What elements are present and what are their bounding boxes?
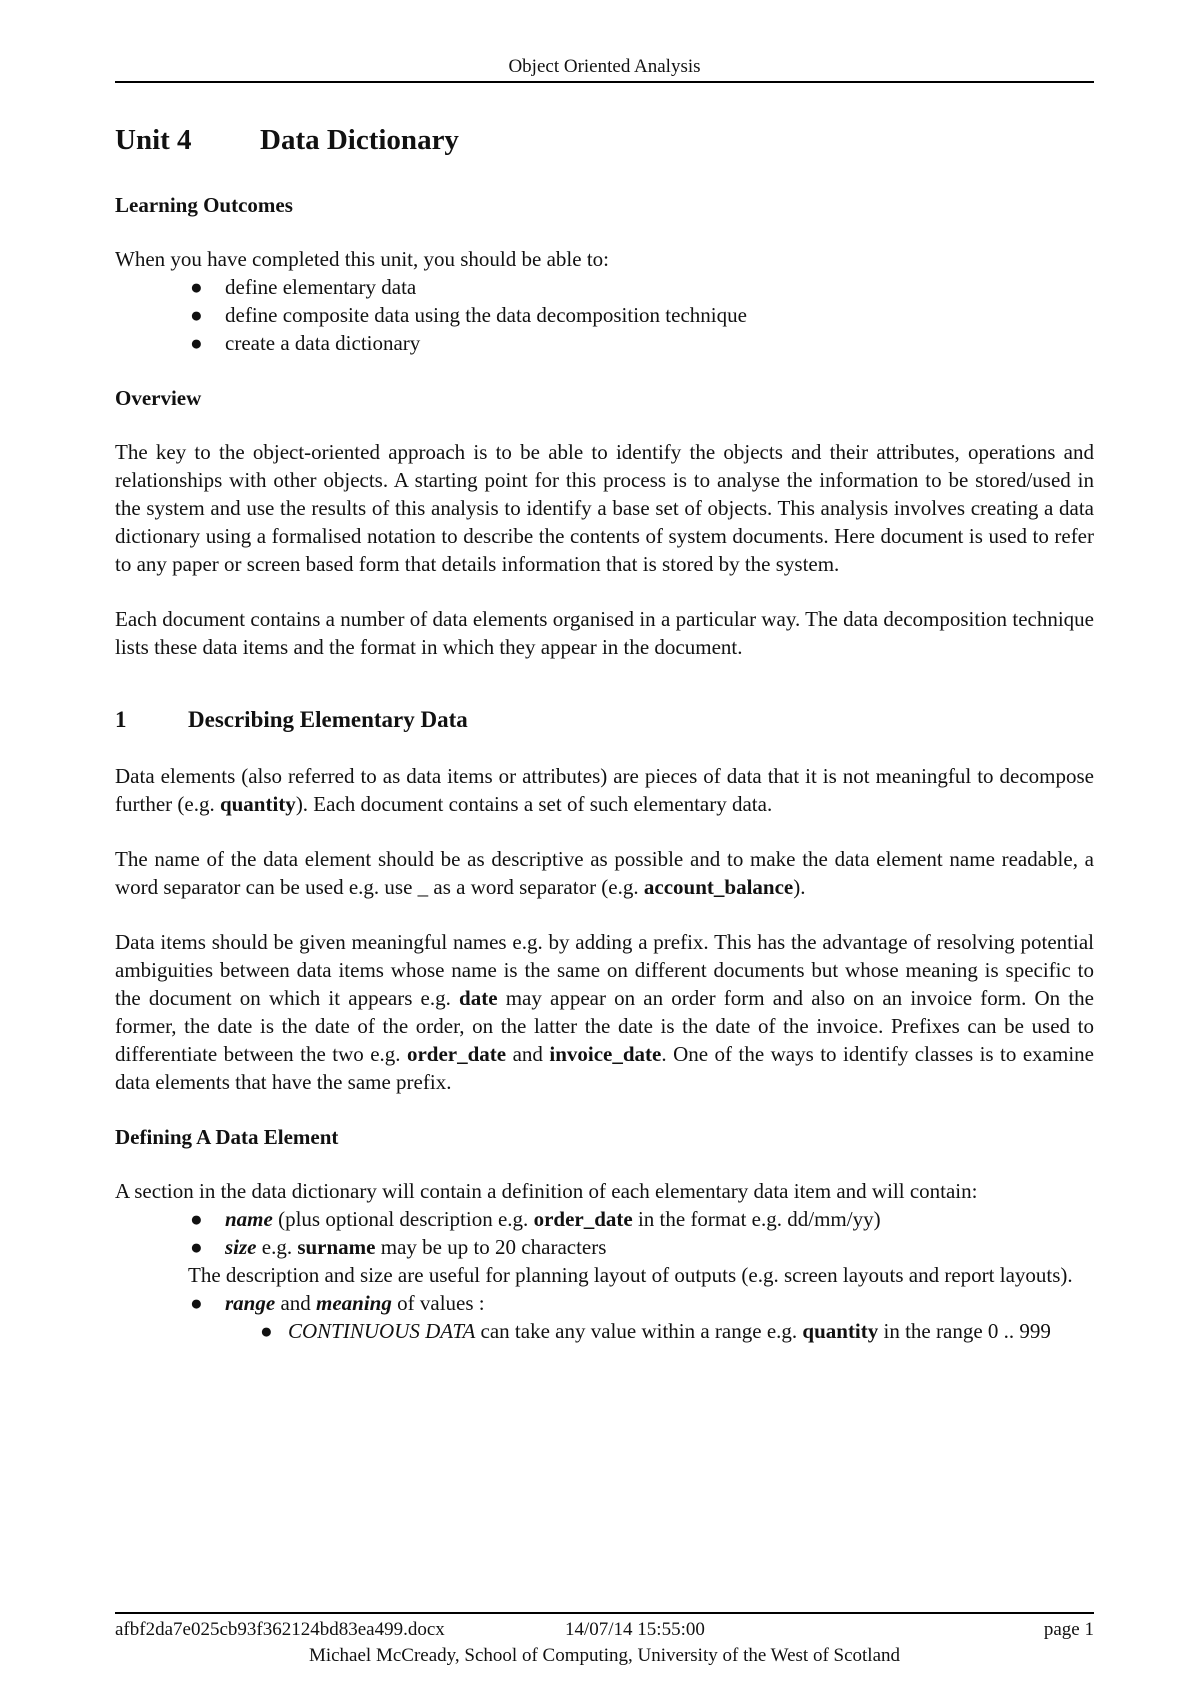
page-content — [115, 122, 1094, 1345]
section-paragraph-1: Data elements (also referred to as data items or attributes) are pieces of data that it is not meaningful to decompose further (e.g. quantity). Each document contains a set of such elementary data. — [115, 764, 1094, 816]
defining-list-continued — [115, 1289, 1094, 1317]
list-item: ● CONTINUOUS DATA can take any value within a range e.g. quantity in the range 0 .. 999 — [260, 1319, 1051, 1343]
overview-paragraph-2: Each document contains a number of data elements organised in a particular way. The data decomposition technique lists these data items and the format in which they appear in the document. — [115, 607, 1094, 659]
footer-author: Michael McCready, School of Computing, University of the West of Scotland — [308, 1645, 901, 1666]
page-footer — [115, 1618, 1094, 1668]
defining-note: The description and size are useful for planning layout of outputs (e.g. screen layouts and report layouts). — [188, 1263, 1073, 1287]
running-header: Object Oriented Analysis — [508, 56, 701, 77]
list-item: ● create a data dictionary — [190, 331, 421, 355]
bullet-icon: ● — [190, 1235, 203, 1259]
range-sublist — [115, 1317, 1094, 1345]
section-heading — [115, 705, 1094, 735]
bullet-icon: ● — [190, 331, 203, 355]
bullet-icon: ● — [190, 303, 203, 327]
bullet-icon: ● — [190, 1207, 203, 1231]
unit-number: Unit 4 — [115, 124, 192, 156]
defining-heading: Defining A Data Element — [115, 1125, 339, 1149]
footer-rule — [115, 1612, 1094, 1614]
learning-outcomes-intro: When you have completed this unit, you should be able to: — [115, 247, 609, 271]
header-rule — [115, 81, 1094, 83]
learning-outcomes-heading: Learning Outcomes — [115, 193, 293, 217]
unit-title — [115, 122, 1094, 158]
defining-intro: A section in the data dictionary will contain a definition of each elementary data item and will contain: — [115, 1179, 978, 1203]
section-title: Describing Elementary Data — [188, 707, 468, 732]
section-number: 1 — [115, 707, 127, 732]
section-paragraph-3: Data items should be given meaningful names e.g. by adding a prefix. This has the advantage of resolving potential ambiguities between data items whose name is the same on different documents but whose meaning is specific to the document on which it appears e.g. date may appear on an order form and also on an invoice form. On the former, the date is the date of the order, on the latter the date is the date of the invoice. Prefixes can be used to differentiate between the two e.g. order_date and invoice_date. One of the ways to identify classes is to examine data elements that have the same prefix. — [115, 930, 1095, 1094]
bullet-icon: ● — [190, 275, 203, 299]
list-item: ● define elementary data — [190, 275, 417, 299]
bullet-icon: ● — [260, 1319, 273, 1343]
footer-page-number: page 1 — [1043, 1619, 1094, 1640]
footer-datetime: 14/07/14 15:55:00 — [565, 1619, 705, 1640]
overview-paragraph-1: The key to the object-oriented approach is to be able to identify the objects and their attributes, operations and relationships with other objects. A starting point for this process is to analyse the information to be stored/used in the system and use the results of this analysis to identify a base set of objects. This analysis involves creating a data dictionary using a formalised notation to describe the contents of system documents. Here document is used to refer to any paper or screen based form that details information that is stored by the system. — [115, 440, 1094, 576]
defining-list — [115, 1205, 1094, 1261]
list-item: ● name (plus optional description e.g. order_date in the format e.g. dd/mm/yy) — [190, 1207, 881, 1231]
bullet-icon: ● — [190, 1291, 203, 1315]
list-item: ● range and meaning of values : — [190, 1291, 485, 1315]
list-item: ● size e.g. surname may be up to 20 characters — [190, 1235, 607, 1259]
list-item: ● define composite data using the data decomposition technique — [190, 303, 747, 327]
learning-outcomes-list — [115, 273, 1094, 357]
footer-filename: afbf2da7e025cb93f362124bd83ea499.docx — [115, 1619, 445, 1640]
unit-name: Data Dictionary — [260, 124, 459, 156]
section-paragraph-2: The name of the data element should be as descriptive as possible and to make the data element name readable, a word separator can be used e.g. use _ as a word separator (e.g. account_balance). — [115, 847, 1094, 899]
overview-heading: Overview — [115, 386, 202, 410]
